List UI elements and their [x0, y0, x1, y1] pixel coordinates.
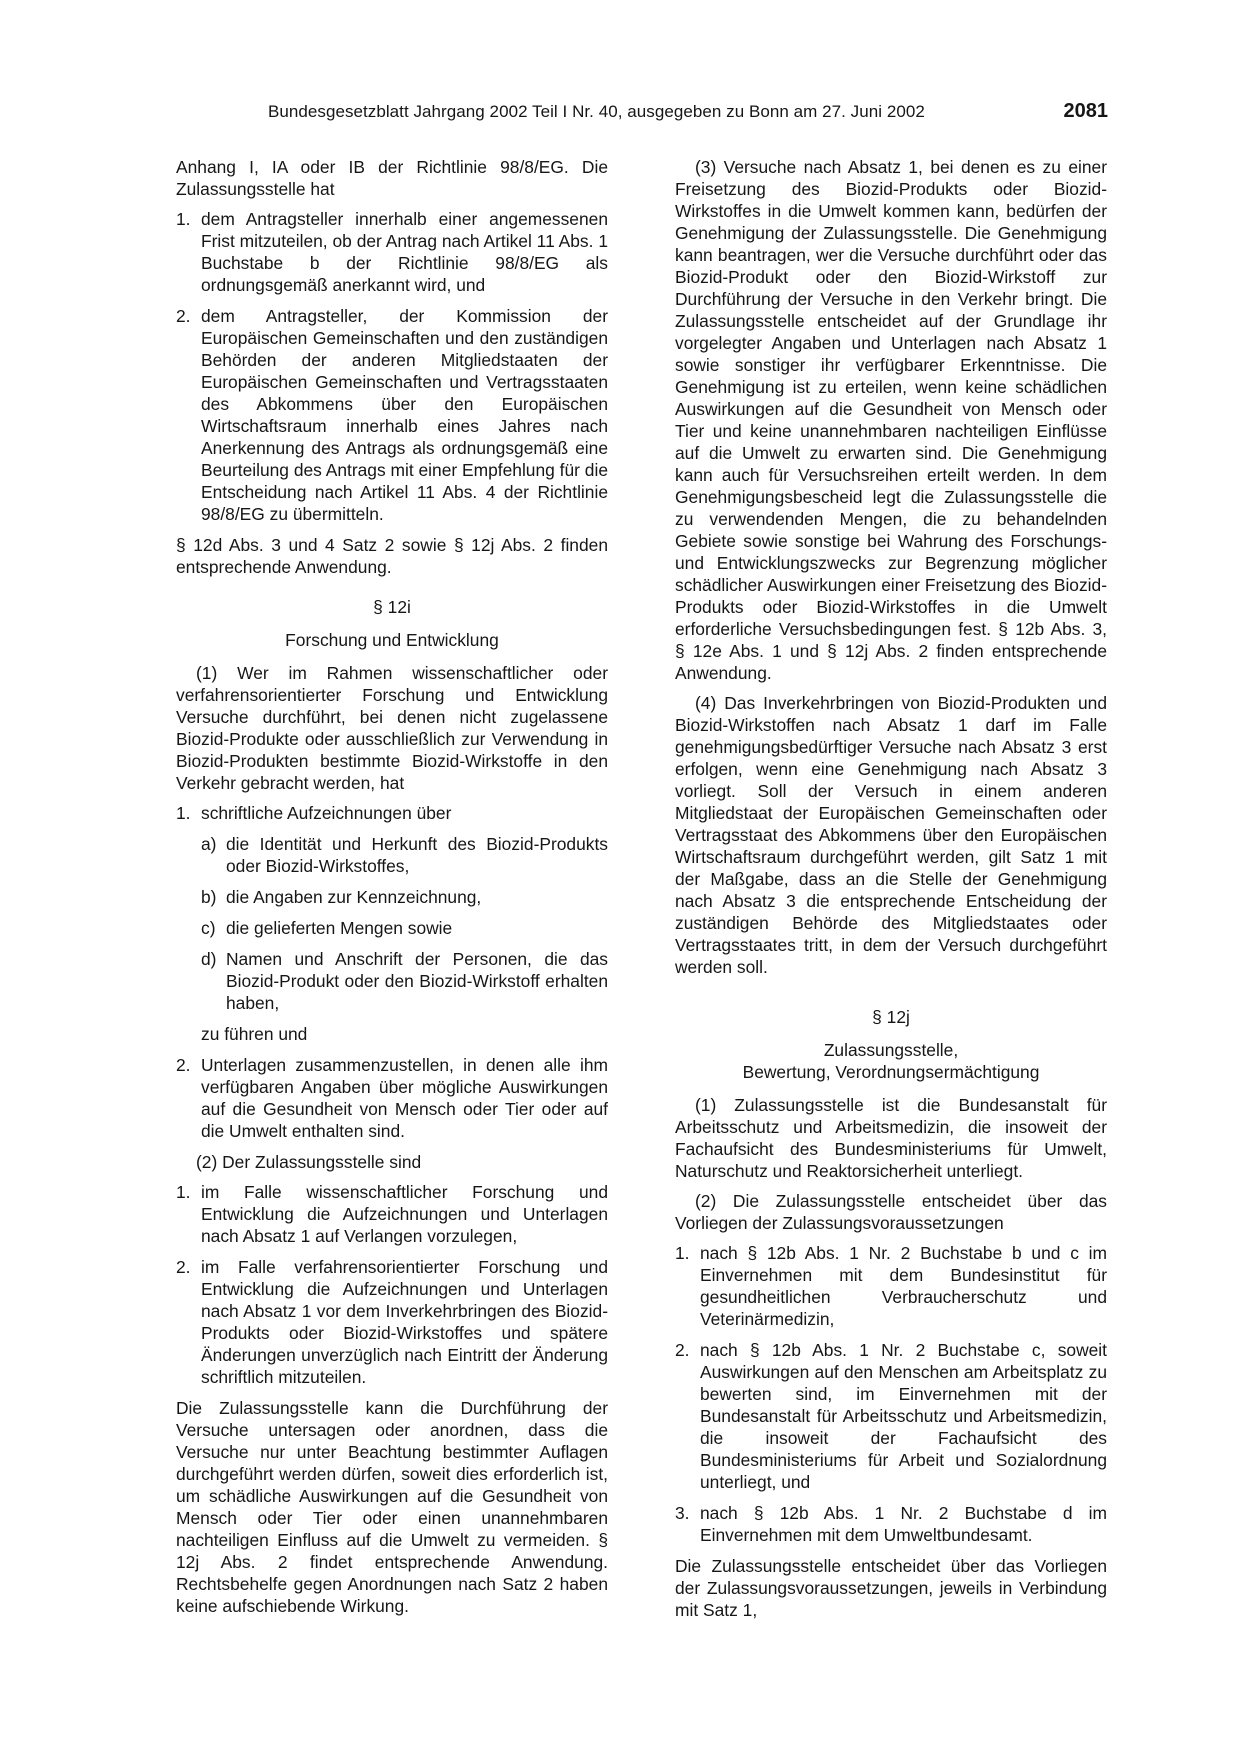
- sublist-text: die Identität und Herkunft des Biozid-Produkts oder Biozid-Wirkstoffes,: [226, 834, 608, 876]
- list-text: dem Antragsteller, der Kommission der Europäischen Gemeinschaften und den zuständigen Behörden der anderen Mitgliedstaaten der Europäischen Gemeinschaften und Vertragsstaaten des Abkommens über den Europäischen Wirtschaftsraum innerhalb eines Jahres nach Anerkennung des Antrags als ordnungsgemäß eine Beurteilung des Antrags mit einer Empfehlung für die Entscheidung nach Artikel 11 Abs. 4 der Richtlinie 98/8/EG zu übermitteln.: [201, 306, 608, 524]
- paragraph: (1) Wer im Rahmen wissenschaftlicher oder verfahrensorientierter Forschung und Entwicklung Versuche durchführt, bei denen nicht zugelassene Biozid-Produkte oder ausschließlich zur Verwendung in Biozid-Produkten bestimmte Biozid-Wirkstoffe in den Verkehr gebracht werden, hat: [176, 663, 608, 793]
- right-column: [675, 156, 1107, 1621]
- list-number: 2.: [176, 1055, 191, 1075]
- list-item: [176, 208, 608, 296]
- paragraph: (4) Das Inverkehrbringen von Biozid-Produkten und Biozid-Wirkstoffen nach Absatz 1 darf im Falle genehmigungsbedürftiger Versuche nach Absatz 3 erst erfolgen, wenn eine Genehmigung nach Absatz 3 vorliegt. Soll der Versuch in einem anderen Mitgliedstaat der Europäischen Gemeinschaften oder Vertragsstaat des Abkommens über den Europäischen Wirtschaftsraum durchgeführt werden, gilt Satz 1 mit der Maßgabe, dass an die Stelle der Genehmigung nach Absatz 3 die entsprechende Entscheidung der zuständigen Behörde des Mitgliedstaates oder Vertragsstaates tritt, in dem der Versuch durchgeführt werden soll.: [675, 693, 1107, 977]
- paragraph: (2) Der Zulassungsstelle sind: [196, 1152, 422, 1172]
- section-title: Forschung und Entwicklung: [285, 630, 499, 650]
- list-item: [675, 1242, 1107, 1330]
- paragraph: (1) Zulassungsstelle ist die Bundesanstalt für Arbeitsschutz und Arbeitsmedizin, die insoweit der Fachaufsicht des Bundesministeriums für Umwelt, Naturschutz und Reaktorsicherheit unterliegt.: [675, 1095, 1107, 1181]
- continuation-text: zu führen und: [201, 1024, 308, 1044]
- left-column: [176, 156, 608, 1617]
- sublist-item: [201, 948, 608, 1014]
- paragraph: (3) Versuche nach Absatz 1, bei denen es zu einer Freisetzung des Biozid-Produkts oder Biozid-Wirkstoffes in die Umwelt kommen kann, bedürfen der Genehmigung der Zulassungsstelle. Die Genehmigung kann beantragen, wer die Versuche durchführt oder das Biozid-Produkt oder den Biozid-Wirkstoff zur Durchführung der Versuche in den Verkehr bringt. Die Zulassungsstelle entscheidet auf der Grundlage ihr vorgelegter Angaben und Unterlagen nach Absatz 1 sowie sonstiger ihr verfügbarer Erkenntnisse. Die Genehmigung ist zu erteilen, wenn keine schädlichen Auswirkungen auf die Gesundheit von Mensch oder Tier und keine unannehmbaren nachteiligen Einflüsse auf die Umwelt zu erwarten sind. Die Genehmigung kann auch für Versuchsreihen erteilt werden. In dem Genehmigungsbescheid legt die Zulassungsstelle die zu verwendenden Mengen, die zu behandelnden Gebiete sowie sonstige bei Wahrung des Forschungs- und Entwicklungszwecks zur Begrenzung möglicher schädlicher Auswirkungen einer Freisetzung des Biozid-Produkts oder Biozid-Wirkstoffes in die Umwelt erforderliche Versuchsbedingungen fest. § 12b Abs. 3, § 12e Abs. 1 und § 12j Abs. 2 finden entsprechende Anwendung.: [675, 157, 1107, 683]
- paragraph: § 12d Abs. 3 und 4 Satz 2 sowie § 12j Abs. 2 finden entsprechende Anwendung.: [176, 535, 608, 577]
- header-title: Bundesgesetzblatt Jahrgang 2002 Teil I Nr. 40, ausgegeben zu Bonn am 27. Juni 2002: [268, 102, 925, 121]
- sublist-item: [201, 917, 608, 939]
- list-number: 1.: [176, 1182, 191, 1202]
- section-number: § 12i: [373, 597, 411, 617]
- list-number: 1.: [176, 803, 191, 823]
- sublist-letter: c): [201, 918, 216, 938]
- list-number: 1.: [675, 1243, 690, 1263]
- list-item: [176, 1181, 608, 1247]
- page-number: 2081: [1063, 100, 1108, 122]
- sublist-text: die Angaben zur Kennzeichnung,: [226, 887, 482, 907]
- intro-paragraph: Anhang I, IA oder IB der Richtlinie 98/8/EG. Die Zulassungsstelle hat: [176, 157, 608, 199]
- list-number: 3.: [675, 1503, 690, 1523]
- paragraph: Die Zulassungsstelle kann die Durchführung der Versuche untersagen oder anordnen, dass die Versuche nur unter Beachtung bestimmter Auflagen durchgeführt werden dürfen, soweit dies erforderlich ist, um schädliche Auswirkungen auf die Gesundheit von Mensch oder Tier oder einen unannehmbaren nachteiligen Einfluss auf die Umwelt zu vermeiden. § 12j Abs. 2 findet entsprechende Anwendung. Rechtsbehelfe gegen Anordnungen nach Satz 2 haben keine aufschiebende Wirkung.: [176, 1398, 608, 1616]
- list-item: [176, 305, 608, 525]
- list-item: [675, 1502, 1107, 1546]
- list-number: 1.: [176, 209, 191, 229]
- list-item: [176, 1054, 608, 1142]
- sublist-text: die gelieferten Mengen sowie: [226, 918, 453, 938]
- list-item: [176, 802, 608, 824]
- list-text: Unterlagen zusammenzustellen, in denen alle ihm verfügbaren Angaben über mögliche Auswirkungen auf die Gesundheit von Mensch oder Tier oder auf die Umwelt enthalten sind.: [201, 1055, 608, 1141]
- sublist-letter: d): [201, 949, 217, 969]
- paragraph: (2) Die Zulassungsstelle entscheidet über das Vorliegen der Zulassungsvoraussetzungen: [675, 1191, 1107, 1233]
- sublist-item: [201, 886, 608, 908]
- paragraph: Die Zulassungsstelle entscheidet über das Vorliegen der Zulassungsvoraussetzungen, jeweils in Verbindung mit Satz 1,: [675, 1556, 1107, 1620]
- list-text: nach § 12b Abs. 1 Nr. 2 Buchstabe d im Einvernehmen mit dem Umweltbundesamt.: [700, 1503, 1107, 1545]
- list-item: [176, 1256, 608, 1388]
- section-number: § 12j: [872, 1007, 910, 1027]
- list-number: 2.: [176, 306, 191, 326]
- section-title-line: Bewertung, Verordnungsermächtigung: [742, 1062, 1040, 1082]
- page-header: [178, 100, 1108, 130]
- sublist-letter: a): [201, 834, 217, 854]
- list-text: nach § 12b Abs. 1 Nr. 2 Buchstabe c, soweit Auswirkungen auf den Menschen am Arbeitsplatz zu bewerten sind, im Einvernehmen mit der Bundesanstalt für Arbeitsschutz und Arbeitsmedizin, die insoweit der Fachaufsicht des Bundesministeriums für Arbeit und Sozialordnung unterliegt, und: [700, 1340, 1107, 1492]
- list-text: nach § 12b Abs. 1 Nr. 2 Buchstabe b und c im Einvernehmen mit dem Bundesinstitut für gesundheitlichen Verbraucherschutz und Veterinärmedizin,: [700, 1243, 1107, 1329]
- sublist-item: [201, 833, 608, 877]
- list-number: 2.: [675, 1340, 690, 1360]
- section-title-line: Zulassungsstelle,: [823, 1040, 959, 1060]
- list-number: 2.: [176, 1257, 191, 1277]
- list-text: dem Antragsteller innerhalb einer angemessenen Frist mitzuteilen, ob der Antrag nach Artikel 11 Abs. 1 Buchstabe b der Richtlinie 98/8/EG als ordnungsgemäß anerkannt wird, und: [201, 209, 608, 295]
- sublist-text: Namen und Anschrift der Personen, die das Biozid-Produkt oder den Biozid-Wirkstoff erhalten haben,: [226, 949, 608, 1013]
- list-text: im Falle wissenschaftlicher Forschung und Entwicklung die Aufzeichnungen und Unterlagen nach Absatz 1 auf Verlangen vorzulegen,: [201, 1182, 608, 1246]
- list-item: [675, 1339, 1107, 1493]
- list-text: im Falle verfahrensorientierter Forschung und Entwicklung die Aufzeichnungen und Unterlagen nach Absatz 1 vor dem Inverkehrbringen des Biozid-Produkts oder Biozid-Wirkstoffes und spätere Änderungen unverzüglich nach Eintritt der Änderung schriftlich mitzuteilen.: [201, 1257, 608, 1387]
- list-text: schriftliche Aufzeichnungen über: [201, 803, 452, 823]
- sublist-letter: b): [201, 887, 217, 907]
- sublist: [201, 833, 608, 1014]
